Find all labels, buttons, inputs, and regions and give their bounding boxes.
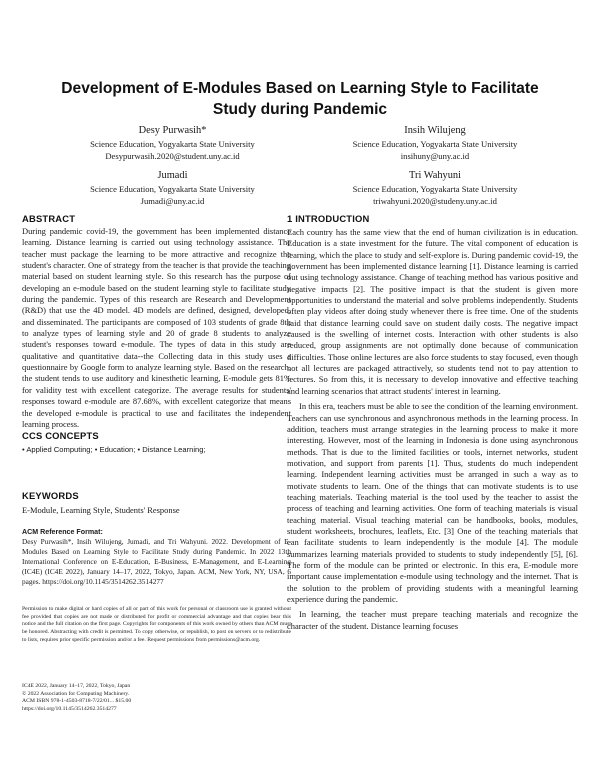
- isbn-line: ACM ISBN 978-1-4503-8718-7/22/01... $15.00: [22, 698, 132, 705]
- author-email: triwahyuni.2020@studeny.uny.ac.id: [373, 196, 497, 206]
- introduction-heading: 1 INTRODUCTION: [287, 213, 370, 224]
- keywords-heading: KEYWORDS: [22, 490, 79, 501]
- abstract-text: During pandemic covid-19, the government has been implemented distance learning. Distance learning is carried out using technology assistance. The teacher must package the learning to be more attractive and recognize the student's character. One of strategy from the teacher is that provide the teaching material based on student learning style. So this research has the purpose of developing an e-module based on the student learning style to facilitate study during the pandemic. Types of this research are Research and Development (R&D) that use the 4D model. 4D models are defined, designed, developed, and disseminated. The participants are composed of 103 students of grade 8th to analyze types of learning style and 20 of grade 8 students to analyze student's responses toward e-module. The types of data in this study are qualitative and quantitative data--the Collecting data in this study uses a questionnaire by Google form to analyze learning style. Based on the research, the student tends to use auditory and kinesthetic learning, E-module gets 81% for validity test with excellent categorize. The average results for students' responses toward e-module are 87.68%, with excellent categorize that means the developed e-module is practical to use and facilitates the independent learning process.: [22, 226, 291, 429]
- intro-paragraph: In this era, teachers must be able to see the condition of the learning environment. Teachers can use synchronous and asynchronous methods in the learning process. In addition, teachers must arrange strategies in the learning process to make it more interesting. However, most of the learning in Indonesia is done using asynchronous methods. That is due to the limited facilities or tools, internet networks, student motivation, and support from parents [1]. Thus, students do much independent learning. Independent learning activities must be arranged in such a way as to motivate students to learn. One of the things that can motivate students is to use teaching materials. Teaching material is the tool used by the teacher to assist the process of teaching and learning activities. One form of teaching materials is visual teaching material. Visual teaching material can be handbooks, books, modules, student worksheets, brochures, leaflets, Etc. [3] One of the teaching materials that can facilitate students to learn independently is the module [4]. The module summarizes learning materials provided to students to study independently [5], [6]. The form of the module can be printed or electronic. In this era, E-module more important cause implementation e-module using technology and the internet. That is the solution to the problem of providing students with a meaningful learning experience during the pandemic.: [287, 401, 578, 604]
- paper-title: Development of E-Modules Based on Learning Style to Facilitate Study during Pandemic: [61, 80, 539, 118]
- acm-reference-text: Desy Purwasih*, Insih Wilujeng, Jumadi, and Tri Wahyuni. 2022. Development of E-Modules Based on Learning Style to Facilitate Study during Pandemic. In 2022 13th International Conference on E-Education, E-Business, E-Management, and E-Learning (IC4E) (IC4E 2022), January 14–17, 2022, Tokyo, Japan. ACM, New York, NY, USA, 6 pages. https://doi.org/10.1145/3514262.3514277: [22, 537, 291, 586]
- author-email: insihuny@uny.ac.id: [400, 151, 470, 161]
- author-block: [305, 124, 565, 162]
- intro-paragraph: Each country has the same view that the end of human civilization is in education. Education is a state investment for the future. The vital component of education is learning, which the place to study and self-explore is. During pandemic covid-19, the government has been implemented distance learning [1]. Distance learning is carried out using technology assistance. Change of teaching method has various positive and negative impacts [2]. The positive impact is that the student is given more opportunities to understand the material and solve problems independently. Students often play videos after doing study whenever there is free time. One of the students said that distance learning could save on student daily costs. The negative impact caused is the swelling of internet costs. Interaction with other students is also reduced, group assignments are not optimally done because of communication difficulties. Those online lectures are also force students to stay focused, even though not all lectures are packaged attractively, so students tend not to pay attention to lectures. So from this, it is necessary to develop innovative and effective teaching and learning scenarios that attract students' interest in learning.: [287, 227, 578, 396]
- author-name: Tri Wahyuni: [409, 170, 461, 181]
- acm-reference-label: ACM Reference Format:: [22, 528, 103, 536]
- author-name: Insih Wilujeng: [404, 125, 466, 136]
- author-name: Desy Purwasih*: [138, 125, 207, 136]
- author-affiliation: Science Education, Yogyakarta State University: [90, 184, 255, 194]
- author-block: [40, 124, 305, 162]
- doi-line: https://doi.org/10.1145/3514262.3514277: [22, 706, 117, 713]
- copyright-line: © 2022 Association for Computing Machinery.: [22, 690, 130, 697]
- keywords-text: E-Module, Learning Style, Students' Response: [22, 505, 180, 515]
- conference-line: IC4E 2022, January 14–17, 2022, Tokyo, Japan: [22, 683, 131, 689]
- author-block: [305, 169, 565, 207]
- author-affiliation: Science Education, Yogyakarta State University: [90, 139, 255, 149]
- author-affiliation: Science Education, Yogyakarta State University: [352, 184, 518, 194]
- publication-info: [22, 683, 291, 714]
- abstract-heading: ABSTRACT: [22, 213, 76, 224]
- ccs-concepts: • Applied Computing; • Education; • Distance Learning;: [22, 445, 206, 454]
- intro-paragraph: In learning, the teacher must prepare teaching materials and recognize the character of the student. Distance learning focuses: [287, 609, 578, 631]
- introduction-body: [287, 227, 578, 636]
- author-block: [40, 169, 305, 207]
- author-affiliation: Science Education, Yogyakarta State University: [352, 139, 518, 149]
- author-email: Jumadi@uny.ac.id: [140, 196, 205, 206]
- author-name: Jumadi: [157, 170, 188, 181]
- author-email: Desypurwasih.2020@student.uny.ac.id: [105, 151, 240, 161]
- permission-notice: Permission to make digital or hard copies of all or part of this work for personal or classroom use is granted without fee provided that copies are not made or distributed for profit or commercial advantage and that copies bear this notice and the full citation on the first page. Copyrights for components of this work owned by others than ACM must be honored. Abstracting with credit is permitted. To copy otherwise, or republish, to post on servers or to redistribute to lists, requires prior specific permission and/or a fee. Request permissions from permissions@acm.org.: [22, 606, 291, 643]
- ccs-heading: CCS CONCEPTS: [22, 430, 99, 441]
- acm-reference: [22, 527, 291, 587]
